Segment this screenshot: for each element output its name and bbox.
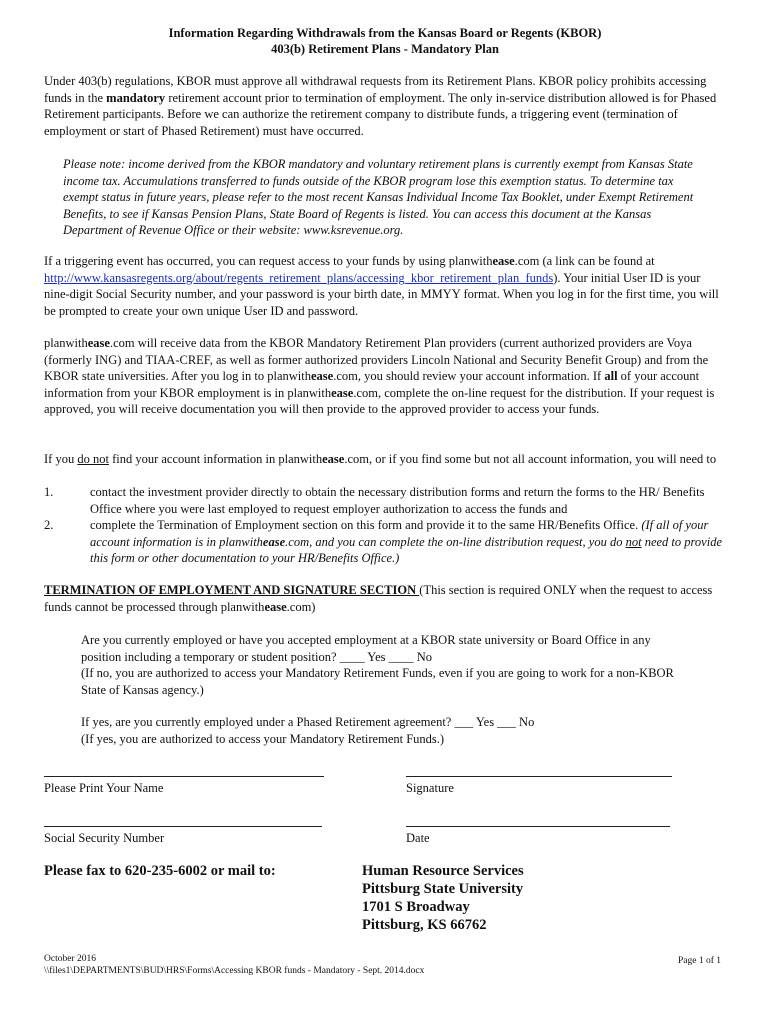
phased-retirement-note: (If yes, you are authorized to access your Mandatory Retirement Funds.) — [81, 732, 445, 746]
name-signature-line[interactable] — [44, 776, 324, 777]
list-number-1: 1. — [44, 485, 54, 499]
signature-label: Signature — [406, 781, 454, 795]
not-found-paragraph: If you do not find your account information in planwithease.com, or if you find some but not all account information, you will need to — [44, 452, 717, 466]
address-line-3: 1701 S Broadway — [362, 899, 470, 915]
page-subtitle: 403(b) Retirement Plans - Mandatory Plan — [271, 42, 499, 56]
footer-date: October 2016 — [44, 954, 96, 964]
list-item-1: contact the investment provider directly to obtain the necessary distribution forms and return the forms to the HR/ Benefits Office where you were last employed to request employer authorization to access the funds and — [90, 485, 705, 516]
termination-section: TERMINATION OF EMPLOYMENT AND SIGNATURE SECTION (This section is required ONLY when the request to access funds cannot be processed through planwithease.com) — [44, 583, 713, 614]
fax-instruction: Please fax to 620-235-6002 or mail to: — [44, 863, 276, 879]
employment-question-note: (If no, you are authorized to access your Mandatory Retirement Funds, even if you are going to work for a non-KBOR State of Kansas agency.) — [81, 666, 674, 697]
kbor-link[interactable]: http://www.kansasregents.org/about/regents_retirement_plans/accessing_kbor_retirement_plan_funds — [44, 270, 554, 285]
page-title: Information Regarding Withdrawals from the Kansas Board or Regents (KBOR) — [168, 26, 602, 40]
triggering-paragraph: If a triggering event has occurred, you can request access to your funds by using planwithease.com (a link can be found at http://www.kansasregents.org/about/regents_retirement_plans/accessing_kbor_retirement_plan_funds). Your initial User ID is your nine-digit Social Security number, and your password is your birth date, in MMYY format. When you log in for the first time, you will be prompted to create your own unique User ID and password. — [44, 254, 719, 318]
address-line-2: Pittsburg State University — [362, 881, 524, 897]
date-label: Date — [406, 831, 430, 845]
ssn-line[interactable] — [44, 826, 322, 827]
list-item-2: complete the Termination of Employment section on this form and provide it to the same HR/Benefits Office. (If all of your account information is in planwithease.com, and you can complete the on-line distribution request, you do not need to provide this form or other documentation to your HR/Benefits Office.) — [90, 518, 722, 565]
date-line[interactable] — [406, 826, 670, 827]
address-line-1: Human Resource Services — [362, 863, 524, 879]
page-number: Page 1 of 1 — [678, 956, 722, 966]
tax-note: Please note: income derived from the KBOR mandatory and voluntary retirement plans is currently exempt from Kansas State income tax. Accumulations transferred to funds outside of the KBOR program lose this exemption status. To determine tax exempt status in future years, please refer to the most recent Kansas Individual Income Tax Booklet, under Exempt Retirement Benefits, to see if Kansas Pension Plans, State Board of Regents is listed. You can access this document at the Kansas Department of Revenue Office or their website: www.ksrevenue.org. — [63, 157, 694, 237]
signature-line[interactable] — [406, 776, 672, 777]
footer-path: \\files1\DEPARTMENTS\BUD\HRS\Forms\Accessing KBOR funds - Mandatory - Sept. 2014.docx — [44, 966, 425, 976]
address-line-4: Pittsburg, KS 66762 — [362, 917, 487, 933]
list-number-2: 2. — [44, 518, 54, 532]
phased-retirement-question: If yes, are you currently employed under a Phased Retirement agreement? ___ Yes ___ No — [81, 715, 535, 729]
intro-paragraph: Under 403(b) regulations, KBOR must approve all withdrawal requests from its Retirement Plans. KBOR policy prohibits accessing funds in the mandatory retirement account prior to termination of employment. The only in-service distribution allowed is for Phased Retirement participants. Before we can authorize the retirement company to distribute funds, a triggering event (termination of employment or start of Phased Retirement) must have occurred. — [44, 74, 717, 138]
planwithease-paragraph: planwithease.com will receive data from the KBOR Mandatory Retirement Plan providers (current authorized providers are Voya (formerly ING) and TIAA-CREF, as well as former authorized providers Lincoln National and Security Benefit Group) and from the KBOR state universities. After you log in to planwithease.com, you should review your account information. If all of your account information from your KBOR employment is in planwithease.com, complete the on-line request for the distribution. If your request is approved, you will receive documentation you will then provide to the approved provider to access your funds. — [44, 336, 715, 416]
employment-question: Are you currently employed or have you accepted employment at a KBOR state university or Board Office in any position including a temporary or student position? ____ Yes ____ No — [81, 633, 651, 664]
ssn-label: Social Security Number — [44, 831, 165, 845]
name-label: Please Print Your Name — [44, 781, 164, 795]
